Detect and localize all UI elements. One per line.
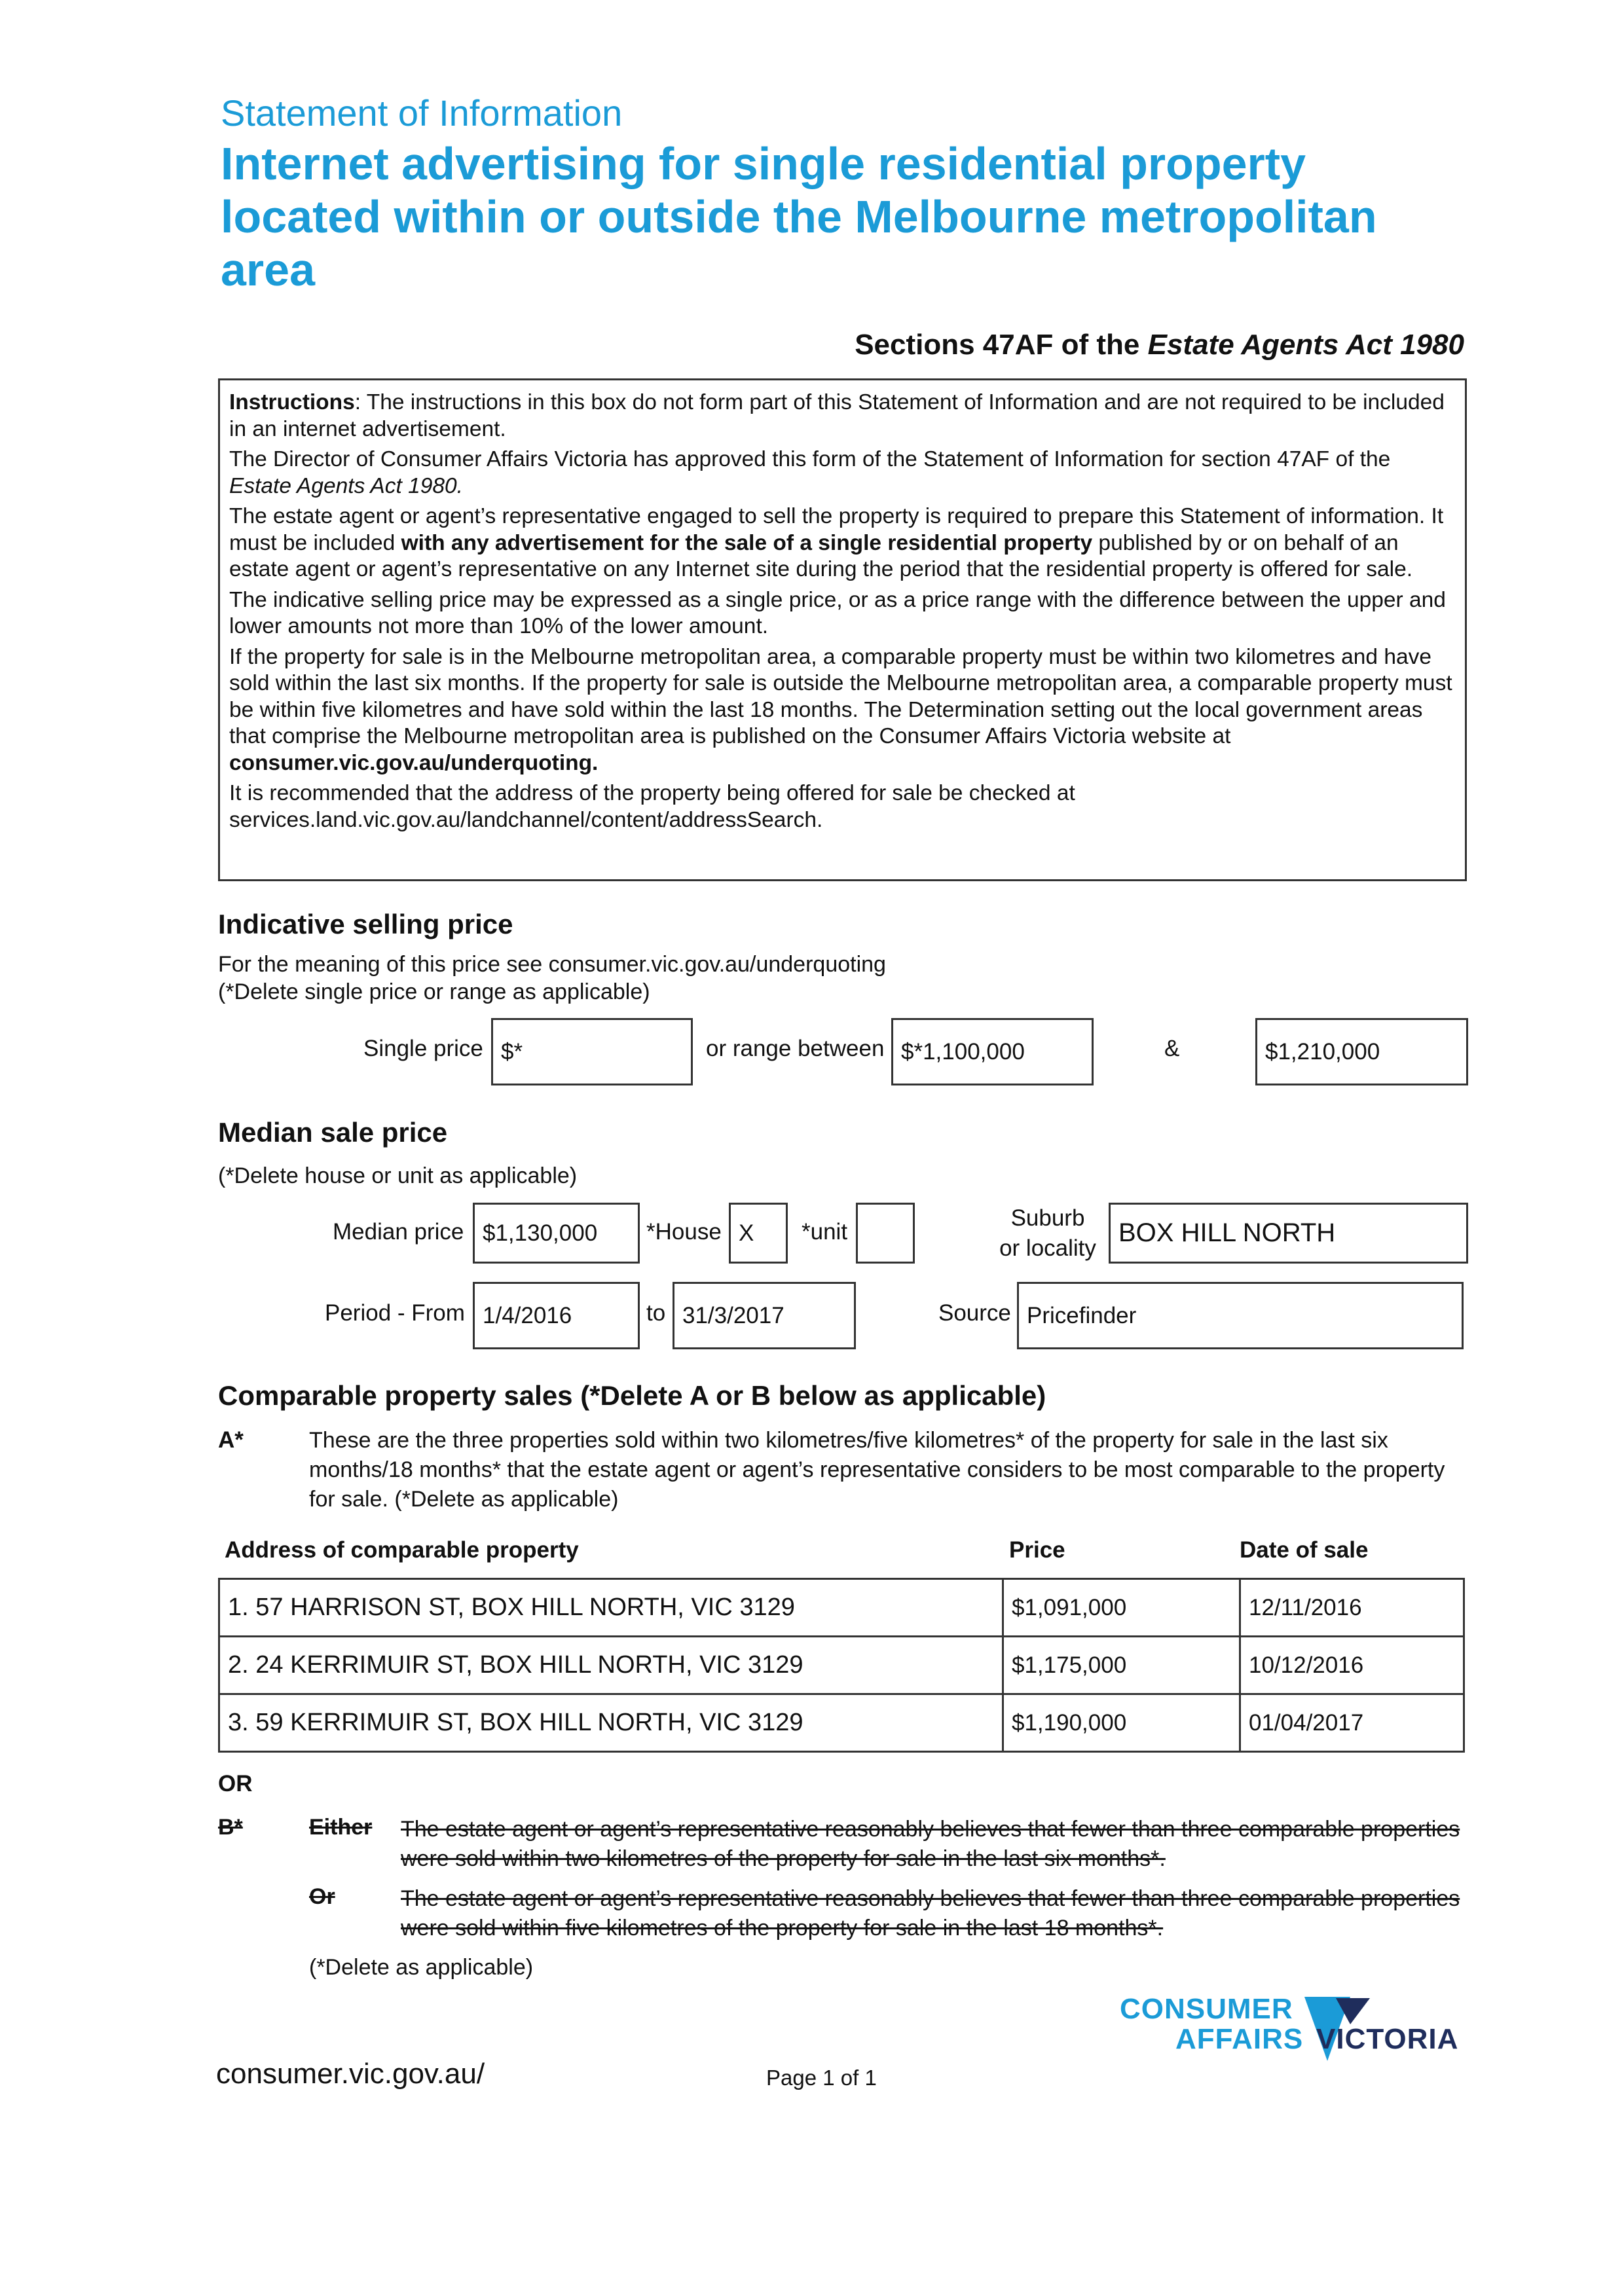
sections-act: Estate Agents Act 1980 bbox=[1147, 329, 1464, 361]
source-label: Source bbox=[938, 1300, 1011, 1326]
sections-prefix: Sections 47AF of the bbox=[855, 329, 1148, 361]
consumer-affairs-victoria-logo bbox=[1120, 1990, 1473, 2082]
logo-affairs: AFFAIRS bbox=[1175, 2023, 1304, 2055]
period-to-field[interactable]: 31/3/2017 bbox=[673, 1282, 856, 1349]
logo-consumer: CONSUMER bbox=[1120, 1993, 1293, 2025]
instructions-p3a: The estate agent or agent’s representative engaged to sell the property is required to prepare this Statement of information. It must be included bbox=[229, 504, 1444, 555]
price-cell[interactable]: $1,091,000 bbox=[1003, 1579, 1240, 1637]
suburb-field[interactable]: BOX HILL NORTH bbox=[1109, 1203, 1468, 1264]
indicative-heading: Indicative selling price bbox=[218, 909, 513, 939]
instructions-label: Instructions bbox=[229, 390, 355, 414]
or-label: OR bbox=[218, 1771, 253, 1796]
period-to-label: to bbox=[646, 1300, 666, 1326]
date-cell[interactable]: 01/04/2017 bbox=[1240, 1694, 1464, 1752]
median-heading: Median sale price bbox=[218, 1117, 448, 1148]
page-title: Internet advertising for single residential property located within or outside the Melbourne metropolitan area bbox=[221, 138, 1377, 295]
table-row bbox=[219, 1694, 1464, 1752]
median-price-field[interactable]: $1,130,000 bbox=[473, 1203, 640, 1264]
instructions-p2 bbox=[229, 446, 1456, 500]
range-low-field[interactable]: $*1,100,000 bbox=[891, 1018, 1094, 1085]
house-checkbox[interactable]: X bbox=[729, 1203, 788, 1264]
table-row bbox=[219, 1579, 1464, 1637]
suburb-label-line1: Suburb bbox=[1010, 1205, 1085, 1231]
or2-label: Or bbox=[309, 1884, 335, 1909]
indicative-line1: For the meaning of this price see consumer.vic.gov.au/underquoting bbox=[218, 952, 886, 977]
address-cell[interactable]: 1. 57 HARRISON ST, BOX HILL NORTH, VIC 3129 bbox=[219, 1579, 1003, 1637]
instructions-p5-text: If the property for sale is in the Melbourne metropolitan area, a comparable property must be within two kilometres and have sold within the last six months. If the property for sale is outside the Melbourne metropolitan area, a comparable property must be within five kilometres and have sold within the last 18 months. The Determination setting out the local government areas that comprise the Melbourne metropolitan area is published on the Consumer Affairs Victoria website at bbox=[229, 644, 1452, 748]
instructions-p1 bbox=[229, 390, 1456, 443]
option-a-label: A* bbox=[218, 1427, 244, 1453]
single-price-label: Single price bbox=[363, 1036, 483, 1061]
house-label: *House bbox=[646, 1219, 722, 1245]
median-note: (*Delete house or unit as applicable) bbox=[218, 1163, 578, 1188]
col-date-header: Date of sale bbox=[1240, 1537, 1369, 1563]
address-cell[interactable]: 3. 59 KERRIMUIR ST, BOX HILL NORTH, VIC 3129 bbox=[219, 1694, 1003, 1752]
pre-title: Statement of Information bbox=[221, 92, 623, 134]
instructions-p5 bbox=[229, 644, 1456, 777]
instructions-box bbox=[218, 378, 1467, 881]
either-text: The estate agent or agent’s representative reasonably believes that fewer than three comparable properties were sold within two kilometres of the property for sale in the last six months*. bbox=[401, 1817, 1460, 1871]
instructions-p2-act: Estate Agents Act 1980. bbox=[229, 473, 463, 498]
date-cell[interactable]: 12/11/2016 bbox=[1240, 1579, 1464, 1637]
range-ampersand: & bbox=[1164, 1036, 1180, 1061]
logo-victoria: VICTORIA bbox=[1316, 2023, 1459, 2055]
col-price-header: Price bbox=[1009, 1537, 1065, 1563]
instructions-p1-text: : The instructions in this box do not form part of this Statement of Information and are not required to be included in an internet advertisement. bbox=[229, 390, 1445, 441]
range-label: or range between bbox=[706, 1036, 885, 1061]
or2-text: The estate agent or agent’s representative reasonably believes that fewer than three comparable properties were sold within five kilometres of the property for sale in the last 18 months*. bbox=[401, 1886, 1460, 1941]
price-cell[interactable]: $1,190,000 bbox=[1003, 1694, 1240, 1752]
option-a-text: These are the three properties sold within two kilometres/five kilometres* of the property for sale in the last six months/18 months* that the estate agent or agent’s representative considers to be most comparable to the property for sale. (*Delete as applicable) bbox=[309, 1428, 1445, 1512]
suburb-label-line2: or locality bbox=[999, 1235, 1096, 1261]
indicative-line2: (*Delete single price or range as applicable) bbox=[218, 979, 650, 1004]
sections-reference bbox=[855, 329, 1464, 361]
either-label: Either bbox=[309, 1815, 373, 1840]
unit-label: *unit bbox=[802, 1219, 848, 1245]
instructions-p4: The indicative selling price may be expressed as a single price, or as a price range with the difference between the upper and lower amounts not more than 10% of the lower amount. bbox=[229, 587, 1446, 638]
col-address-header: Address of comparable property bbox=[225, 1537, 579, 1563]
source-field[interactable]: Pricefinder bbox=[1017, 1282, 1464, 1349]
range-high-field[interactable]: $1,210,000 bbox=[1255, 1018, 1468, 1085]
address-cell[interactable]: 2. 24 KERRIMUIR ST, BOX HILL NORTH, VIC 3129 bbox=[219, 1637, 1003, 1694]
suburb-label bbox=[995, 1203, 1100, 1264]
period-from-field[interactable]: 1/4/2016 bbox=[473, 1282, 640, 1349]
price-cell[interactable]: $1,175,000 bbox=[1003, 1637, 1240, 1694]
comparable-table bbox=[218, 1578, 1465, 1753]
table-row bbox=[219, 1637, 1464, 1694]
option-b-label: B* bbox=[218, 1815, 243, 1840]
date-cell[interactable]: 10/12/2016 bbox=[1240, 1637, 1464, 1694]
instructions-p2-text: The Director of Consumer Affairs Victoria has approved this form of the Statement of Information for section 47AF of the bbox=[229, 447, 1391, 471]
page-number: Page 1 of 1 bbox=[766, 2066, 877, 2090]
instructions-p3c: published by or on behalf of an estate agent or agent’s representative on any Internet site during the period that the residential property is offered for sale. bbox=[229, 530, 1413, 581]
instructions-p3 bbox=[229, 503, 1456, 583]
footer-url[interactable]: consumer.vic.gov.au/ bbox=[216, 2058, 485, 2090]
unit-checkbox[interactable] bbox=[856, 1203, 915, 1264]
period-from-label: Period - From bbox=[325, 1300, 465, 1326]
delete-note: (*Delete as applicable) bbox=[309, 1955, 534, 1980]
instructions-p5-link[interactable]: consumer.vic.gov.au/underquoting. bbox=[229, 750, 599, 775]
comparable-heading: Comparable property sales (*Delete A or B below as applicable) bbox=[218, 1380, 1046, 1411]
single-price-field[interactable]: $* bbox=[491, 1018, 693, 1085]
median-price-label: Median price bbox=[333, 1219, 464, 1245]
instructions-p6: It is recommended that the address of the property being offered for sale be checked at services.land.vic.gov.au/landchannel/content/addressSearch. bbox=[229, 781, 1075, 832]
instructions-p3b: with any advertisement for the sale of a single residential property bbox=[401, 530, 1093, 555]
